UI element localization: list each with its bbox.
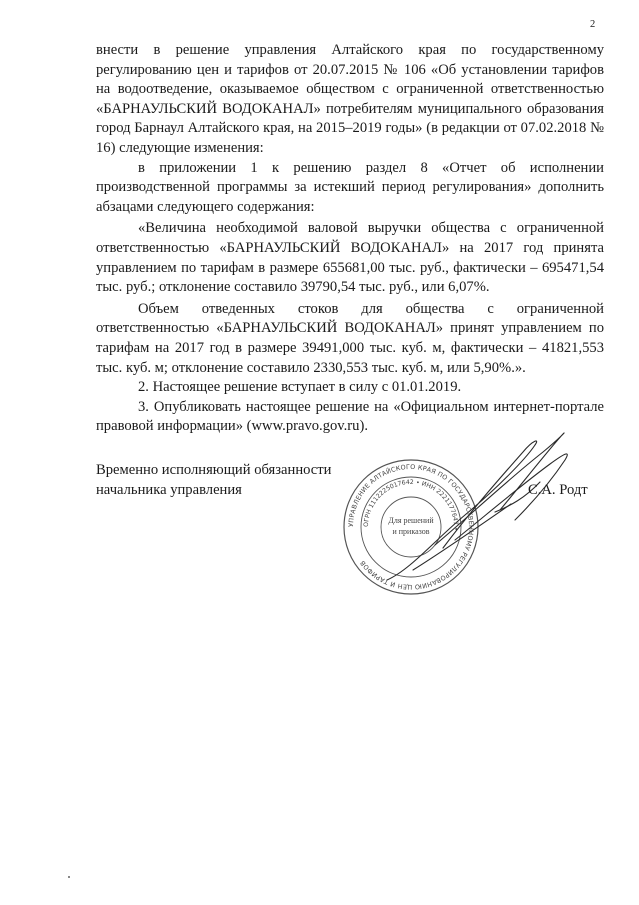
official-seal-with-signature (335, 420, 615, 595)
seal-stamp (344, 460, 478, 594)
signatory-position-line1: Временно исполняющий обязанности (96, 462, 332, 478)
seal-center-line1: Для решений (388, 516, 434, 525)
paragraph-publish: 3. Опубликовать настоящее решение на «Официальном интернет-портале правовой информации» (www.pravo.gov.ru). (96, 398, 604, 435)
paragraph-effective-date: 2. Настоящее решение вступает в силу с 01.01.2019. (138, 379, 462, 396)
paragraph-intro: внести в решение управления Алтайского края по государственному регулированию цен и тарифов от 20.07.2015 № 106 «Об установлении тарифов на водоотведение, оказываемое обществом с ограниченной ответственностью «БАРНАУЛЬСКИЙ ВОДОКАНАЛ» потребителям муниципального образования город Барнаул Алтайского края, на 2015–2019 годы» (в редакции от 07.02.2018 № 16) следующие изменения: (96, 42, 604, 156)
seal-outer-text: УПРАВЛЕНИЕ АЛТАЙСКОГО КРАЯ ПО ГОСУДАРСТВЕННОМУ РЕГУЛИРОВАНИЮ ЦЕН И ТАРИФОВ (346, 462, 476, 592)
seal-inner-text: ОГРН 1112225017642 • ИНН 2221177647 • (362, 478, 460, 532)
document-body (96, 41, 604, 437)
paragraph-volume: Объем отведенных стоков для общества с ограниченной ответственностью «БАРНАУЛЬСКИЙ ВОДОКАНАЛ» принят управлением по тарифам на 2017 год в размере 39491,000 тыс. куб. м, фактически – 41821,553 тыс. куб. м; отклонение составило 2330,553 тыс. куб. м, или 5,90%.». (96, 300, 604, 376)
signatory-position (96, 461, 331, 500)
page-number: 2 (590, 19, 596, 30)
signatory-name: С.А. Родт (528, 482, 588, 498)
paragraph-amendment: в приложении 1 к решению раздел 8 «Отчет об исполнении производственной программы за истекший период регулирования» дополнить абзацами следующего содержания: (96, 159, 604, 215)
paragraph-revenue: «Величина необходимой валовой выручки общества с ограниченной ответственностью «БАРНАУЛЬСКИЙ ВОДОКАНАЛ» на 2017 год принята управлением по тарифам в размере 655681,00 тыс. руб., фактически – 695471,54 тыс. руб.; отклонение составило 39790,54 тыс. руб., или 6,07%. (96, 220, 604, 296)
seal-center-line2: и приказов (392, 527, 430, 536)
scan-dot (68, 876, 70, 878)
handwritten-signature (387, 433, 567, 580)
signatory-position-line2: начальника управления (96, 481, 242, 498)
